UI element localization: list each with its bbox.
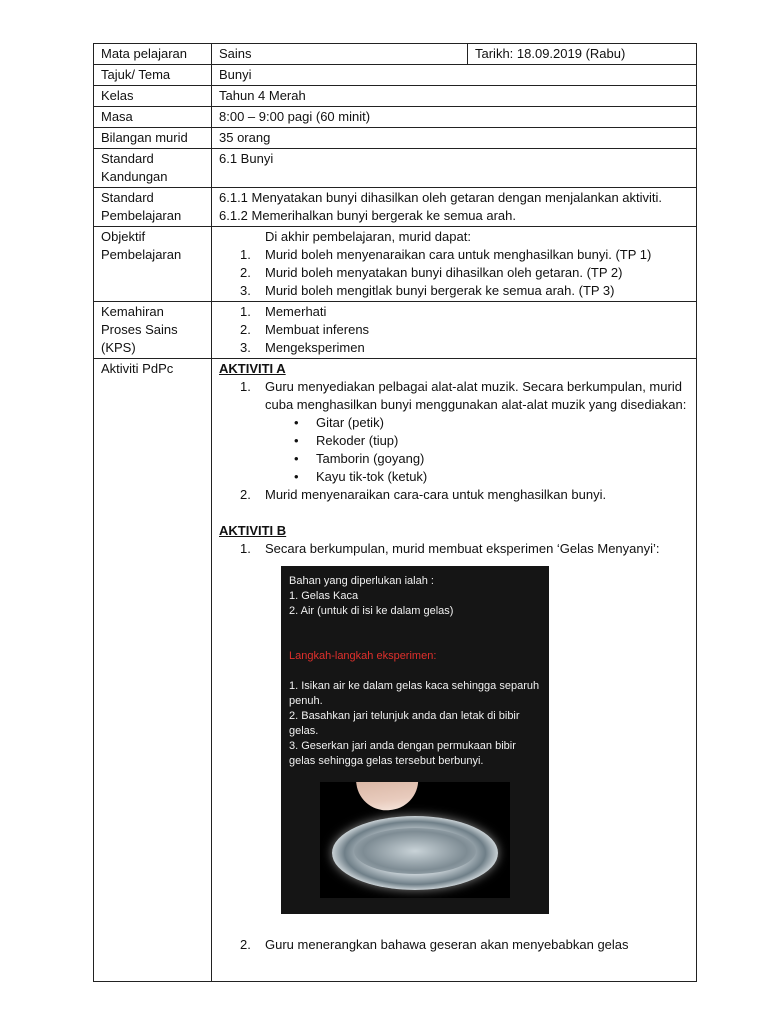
item-text: Memerhati — [265, 304, 327, 319]
aktiviti-b-title: AKTIVITI B — [219, 523, 287, 538]
item-number: 1. — [240, 379, 251, 394]
row-kelas — [94, 86, 697, 107]
date-cell: Tarikh: 18.09.2019 (Rabu) — [468, 44, 697, 65]
bilangan-value: 35 orang — [212, 128, 697, 149]
item-text: Membuat inferens — [265, 322, 370, 337]
sk-label — [94, 149, 212, 188]
sp-label-line1: Standard — [101, 190, 154, 205]
item-number: 1. — [240, 247, 251, 262]
sp-item: 6.1.2 Memerihalkan bunyi bergerak ke semua arah. — [219, 208, 516, 223]
sk-value: 6.1 Bunyi — [212, 149, 697, 188]
image-line: 2. Air (untuk di isi ke dalam gelas) — [289, 605, 454, 617]
objektif-list — [240, 246, 689, 300]
glass-photo — [320, 782, 510, 898]
item-text: Guru menyediakan pelbagai alat-alat muzik. Secara berkumpulan, murid cuba menghasilkan bunyi menggunakan alat-alat muzik yang disediakan: — [265, 379, 687, 412]
spacer — [289, 634, 541, 649]
row-masa — [94, 107, 697, 128]
sp-item: 6.1.1 Menyatakan bunyi dihasilkan oleh getaran dengan menjalankan aktiviti. — [219, 190, 663, 205]
image-step: 2. Basahkan jari telunjuk anda dan letak di bibir gelas. — [289, 710, 520, 737]
list-item — [240, 339, 689, 357]
list-item: • Kayu tik-tok (ketuk) — [294, 468, 689, 486]
item-text: Guru menerangkan bahawa geseran akan menyebabkan gelas — [265, 937, 629, 952]
item-number: 2. — [240, 265, 251, 280]
item-number: 1. — [240, 541, 251, 556]
objektif-label-line1: Objektif — [101, 229, 146, 244]
row-objektif — [94, 227, 697, 302]
kps-label-line1: Kemahiran — [101, 304, 164, 319]
objektif-label — [94, 227, 212, 302]
kps-label-line2: Proses Sains — [101, 322, 178, 337]
image-line: Bahan yang diperlukan ialah : — [289, 575, 434, 587]
row-kps — [94, 302, 697, 359]
item-number: 2. — [240, 322, 251, 337]
item-text: Murid boleh mengitlak bunyi bergerak ke semua arah. (TP 3) — [265, 283, 615, 298]
list-item — [240, 303, 689, 321]
finger — [356, 782, 422, 814]
item-number: 1. — [240, 304, 251, 319]
kelas-value: Tahun 4 Merah — [212, 86, 697, 107]
sk-label-line2: Kandungan — [101, 169, 168, 184]
masa-value: 8:00 – 9:00 pagi (60 minit) — [212, 107, 697, 128]
sp-label-line2: Pembelajaran — [101, 208, 182, 223]
list-item — [240, 321, 689, 339]
tajuk-value: Bunyi — [212, 65, 697, 86]
aktiviti-a-title: AKTIVITI A — [219, 361, 286, 376]
experiment-image — [281, 566, 549, 914]
subject-label: Mata pelajaran — [94, 44, 212, 65]
row-aktiviti — [94, 359, 697, 982]
item-number: 3. — [240, 340, 251, 355]
row-subject — [94, 44, 697, 65]
image-line: 1. Gelas Kaca — [289, 590, 359, 602]
item-text: Murid boleh menyatakan bunyi dihasilkan oleh getaran. (TP 2) — [265, 265, 623, 280]
item-text: Secara berkumpulan, murid membuat eksperimen ‘Gelas Menyanyi’: — [265, 541, 660, 556]
aktiviti-a-list — [240, 378, 689, 414]
image-steps-title: Langkah-langkah eksperimen: — [289, 650, 437, 662]
item-text: Murid menyenaraikan cara-cara untuk menghasilkan bunyi. — [265, 487, 607, 502]
lesson-plan-table — [93, 43, 697, 982]
kps-list — [240, 303, 689, 357]
objektif-value — [212, 227, 697, 302]
image-step: 3. Geserkan jari anda dengan permukaan bibir gelas sehingga gelas tersebut berbunyi. — [289, 740, 516, 767]
sp-value — [212, 188, 697, 227]
objektif-label-line2: Pembelajaran — [101, 247, 182, 262]
list-item: • Tamborin (goyang) — [294, 450, 689, 468]
experiment-image-text — [289, 574, 541, 769]
spacer — [219, 504, 689, 522]
list-item — [240, 264, 689, 282]
aktiviti-b-list-cont — [240, 936, 689, 954]
kelas-label: Kelas — [94, 86, 212, 107]
aktiviti-label: Aktiviti PdPc — [94, 359, 212, 982]
list-item: • Gitar (petik) — [294, 414, 689, 432]
list-item: • Rekoder (tiup) — [294, 432, 689, 450]
aktiviti-b-list — [240, 540, 689, 558]
row-tajuk — [94, 65, 697, 86]
list-item — [240, 540, 689, 558]
subject-value: Sains — [212, 44, 468, 65]
item-number: 2. — [240, 487, 251, 502]
item-text: Mengeksperimen — [265, 340, 365, 355]
list-item — [240, 282, 689, 300]
kps-label — [94, 302, 212, 359]
item-number: 3. — [240, 283, 251, 298]
aktiviti-value — [212, 359, 697, 982]
image-step: 1. Isikan air ke dalam gelas kaca sehingga separuh penuh. — [289, 680, 540, 707]
sp-label — [94, 188, 212, 227]
list-item — [240, 378, 689, 414]
instrument-list — [294, 414, 689, 486]
glass-water — [354, 828, 476, 874]
item-number: 2. — [240, 937, 251, 952]
masa-label: Masa — [94, 107, 212, 128]
objektif-intro: Di akhir pembelajaran, murid dapat: — [265, 229, 471, 244]
list-item — [240, 486, 689, 504]
list-item — [240, 246, 689, 264]
row-standard-kandungan — [94, 149, 697, 188]
row-bilangan — [94, 128, 697, 149]
tajuk-label: Tajuk/ Tema — [94, 65, 212, 86]
bilangan-label: Bilangan murid — [94, 128, 212, 149]
item-text: Murid boleh menyenaraikan cara untuk menghasilkan bunyi. (TP 1) — [265, 247, 652, 262]
spacer — [289, 664, 541, 679]
list-item — [240, 936, 689, 954]
aktiviti-a-list-cont — [240, 486, 689, 504]
sk-label-line1: Standard — [101, 151, 154, 166]
row-standard-pembelajaran — [94, 188, 697, 227]
kps-value — [212, 302, 697, 359]
kps-label-line3: (KPS) — [101, 340, 136, 355]
spacer — [289, 619, 541, 634]
